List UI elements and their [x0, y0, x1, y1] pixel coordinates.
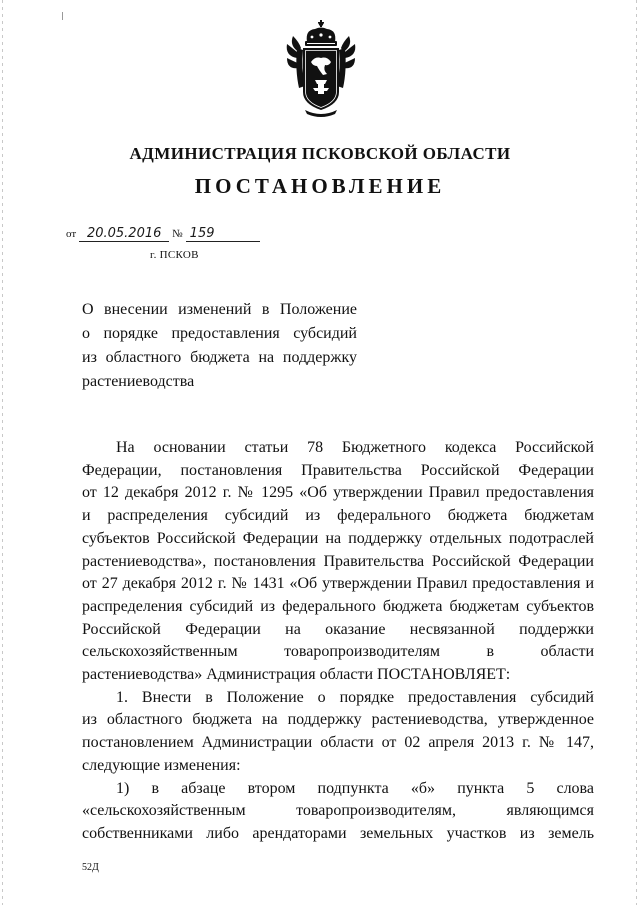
body-line: На основании статьи 78 Бюджетного кодекса Российской — [116, 439, 594, 456]
body-line: от 12 декабря 2012 г. № 1295 «Об утверждении Правил предоставления — [82, 484, 594, 502]
body-line: Российской Федерации на оказание несвязанной поддержки — [82, 620, 594, 638]
scan-mark — [62, 12, 63, 20]
handwritten-date: 20.05.2016 — [79, 227, 169, 242]
subject-block — [82, 298, 357, 394]
body-line: от 27 декабря 2012 г. № 1431 «Об утверждении Правил предоставления и — [82, 575, 594, 593]
body-line: 1. Внести в Положение о порядке предоставления субсидий — [116, 688, 594, 706]
scan-right-edge — [636, 0, 637, 905]
body-line: из областного бюджета на поддержку растениеводства, утвержденное — [82, 711, 594, 729]
organization-title: АДМИНИСТРАЦИЯ ПСКОВСКОЙ ОБЛАСТИ — [129, 144, 511, 163]
subject-line: о порядке предоставления субсидий — [82, 325, 357, 342]
body-line: растениеводства» Администрация области ПОСТАНОВЛЯЕТ: — [82, 666, 511, 684]
subject-line: из областного бюджета на поддержку — [82, 349, 357, 366]
city-label: г. ПСКОВ — [150, 249, 199, 261]
body-line: и распределения субсидий из федерального бюджета бюджетам — [82, 507, 594, 525]
body-line: субъектов Российской Федерации на поддержку отдельных подотраслей — [82, 529, 594, 547]
handwritten-number: 159 — [186, 227, 260, 242]
number-prefix: № — [172, 228, 183, 240]
subject-line: О внесении изменений в Положение — [82, 301, 357, 318]
footer-code: 52Д — [82, 862, 99, 873]
body-line: сельскохозяйственным товаропроизводителям в области — [82, 643, 594, 661]
body-line: следующие изменения: — [82, 756, 241, 774]
body-line: растениеводства», постановления Правительства Российской Федерации — [82, 552, 594, 570]
body-line: «сельскохозяйственным товаропроизводителям, являющимся — [82, 802, 594, 820]
subject-line: растениеводства — [82, 373, 195, 390]
date-number-line — [66, 226, 260, 242]
scan-left-edge — [2, 0, 3, 905]
body-line: собственниками либо арендаторами земельных участков из земель — [82, 824, 594, 842]
body-line: Федерации, постановления Правительства Российской Федерации — [82, 461, 594, 479]
date-prefix: от — [66, 228, 77, 240]
coat-of-arms-emblem — [285, 18, 357, 118]
body-line: распределения субсидий из федерального бюджета бюджетам субъектов — [82, 597, 594, 615]
body-line: 1) в абзаце втором подпункта «б» пункта 5 слова — [116, 779, 594, 797]
document-type-title: ПОСТАНОВЛЕНИЕ — [194, 174, 446, 198]
body-text — [82, 437, 594, 846]
body-line: постановлением Администрации области от 02 апреля 2013 г. № 147, — [82, 734, 594, 752]
